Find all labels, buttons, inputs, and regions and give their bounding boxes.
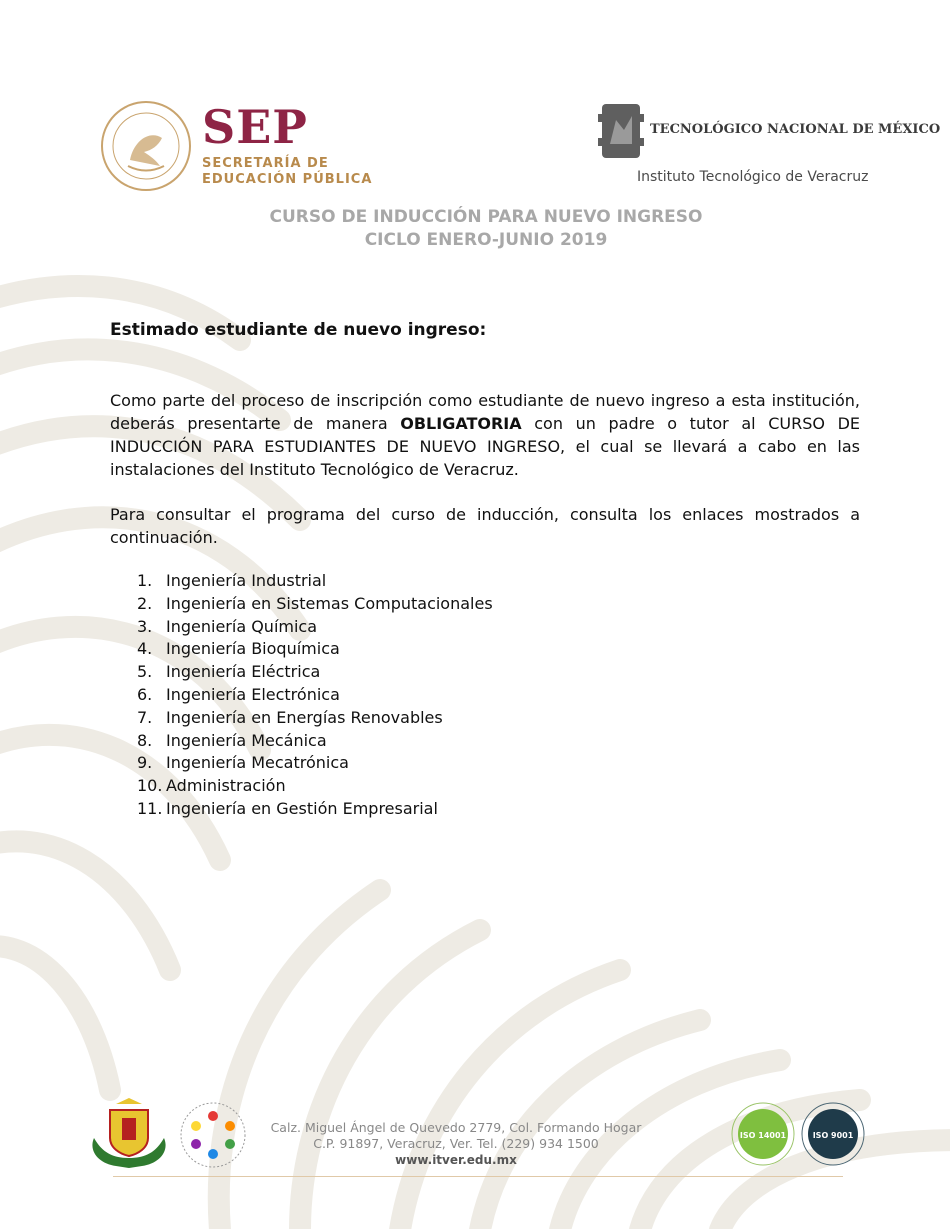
career-item[interactable] (137, 707, 493, 730)
sep-subtitle-1: SECRETARÍA DE (202, 156, 329, 171)
career-name: Ingeniería en Gestión Empresarial (166, 798, 438, 818)
career-name: Ingeniería Química (166, 616, 318, 636)
career-name: Ingeniería Mecatrónica (166, 753, 349, 773)
course-title (0, 206, 950, 252)
career-item[interactable] (137, 638, 493, 661)
career-number: 4. (137, 639, 153, 659)
career-name: Ingeniería en Sistemas Computacionales (166, 593, 493, 613)
obligatory-emphasis: OBLIGATORIA (400, 414, 522, 433)
career-item[interactable] (137, 775, 493, 798)
address-line-2: C.P. 91897, Veracruz, Ver. Tel. (229) 934 1500 (313, 1136, 599, 1151)
career-name: Ingeniería Industrial (166, 571, 327, 590)
footer-address (230, 1120, 682, 1168)
career-number: 5. (137, 662, 153, 682)
mexico-seal-icon (100, 100, 192, 192)
career-name: Ingeniería en Energías Renovables (166, 707, 443, 727)
career-number: 3. (137, 616, 153, 636)
career-name: Ingeniería Electrónica (166, 684, 340, 704)
career-name: Ingeniería Mecánica (166, 730, 327, 750)
iso-9001-label: ISO 9001 (812, 1131, 854, 1140)
career-number: 7. (137, 707, 153, 727)
career-number: 1. (137, 571, 153, 590)
career-item[interactable] (137, 730, 493, 753)
paragraph-program-links: Para consultar el programa del curso de inducción, consulta los enlaces mostrados a continuación. (110, 505, 860, 547)
career-number: 9. (137, 753, 153, 773)
address-line-1: Calz. Miguel Ángel de Quevedo 2779, Col. Formando Hogar (270, 1120, 642, 1135)
career-item[interactable] (137, 684, 493, 707)
paragraph-induction-part-1: Como parte del proceso de inscripción como estudiante de nuevo ingreso a esta institución, deberás presentarte de manera (110, 391, 860, 433)
iso-14001-label: ISO 14001 (739, 1131, 787, 1140)
course-title-line-1: CURSO DE INDUCCIÓN PARA NUEVO INGRESO (269, 207, 703, 227)
paragraph-induction (110, 389, 860, 481)
footer-divider (113, 1176, 843, 1177)
career-number: 8. (137, 730, 153, 750)
sep-logo (202, 100, 373, 188)
paragraph-induction-part-2: con un padre o tutor al CURSO DE INDUCCIÓN PARA ESTUDIANTES DE NUEVO INGRESO, el cual se llevará a cabo en las instalaciones del Instituto Tecnológico de Veracruz. (110, 414, 861, 479)
career-item[interactable] (137, 593, 493, 616)
career-number: 2. (137, 593, 153, 613)
career-name: Administración (166, 776, 286, 796)
career-name: Ingeniería Eléctrica (166, 662, 321, 682)
tecnm-name: TECNOLÓGICO NACIONAL DE MÉXICO (650, 122, 941, 137)
career-name: Ingeniería Bioquímica (166, 639, 340, 659)
career-item[interactable] (137, 661, 493, 684)
career-item[interactable] (137, 752, 493, 775)
itv-shield-logo-icon (86, 1098, 172, 1170)
iso-9001-badge-icon (800, 1098, 866, 1170)
website-link[interactable]: www.itver.edu.mx (395, 1153, 517, 1167)
career-number: 11. (137, 798, 163, 818)
careers-list (137, 570, 493, 821)
career-number: 10. (137, 776, 163, 796)
career-item[interactable] (137, 570, 493, 593)
career-number: 6. (137, 684, 153, 704)
institute-name: Instituto Tecnológico de Veracruz (637, 169, 869, 185)
sep-subtitle-2: EDUCACIÓN PÚBLICA (202, 172, 373, 187)
tecnm-gear-icon (598, 100, 644, 162)
career-item[interactable] (137, 616, 493, 639)
sep-title: SEP (202, 100, 308, 154)
career-item[interactable] (137, 798, 493, 821)
course-title-line-2: CICLO ENERO-JUNIO 2019 (364, 230, 608, 250)
greeting: Estimado estudiante de nuevo ingreso: (110, 320, 487, 340)
iso-14001-badge-icon (730, 1098, 796, 1170)
